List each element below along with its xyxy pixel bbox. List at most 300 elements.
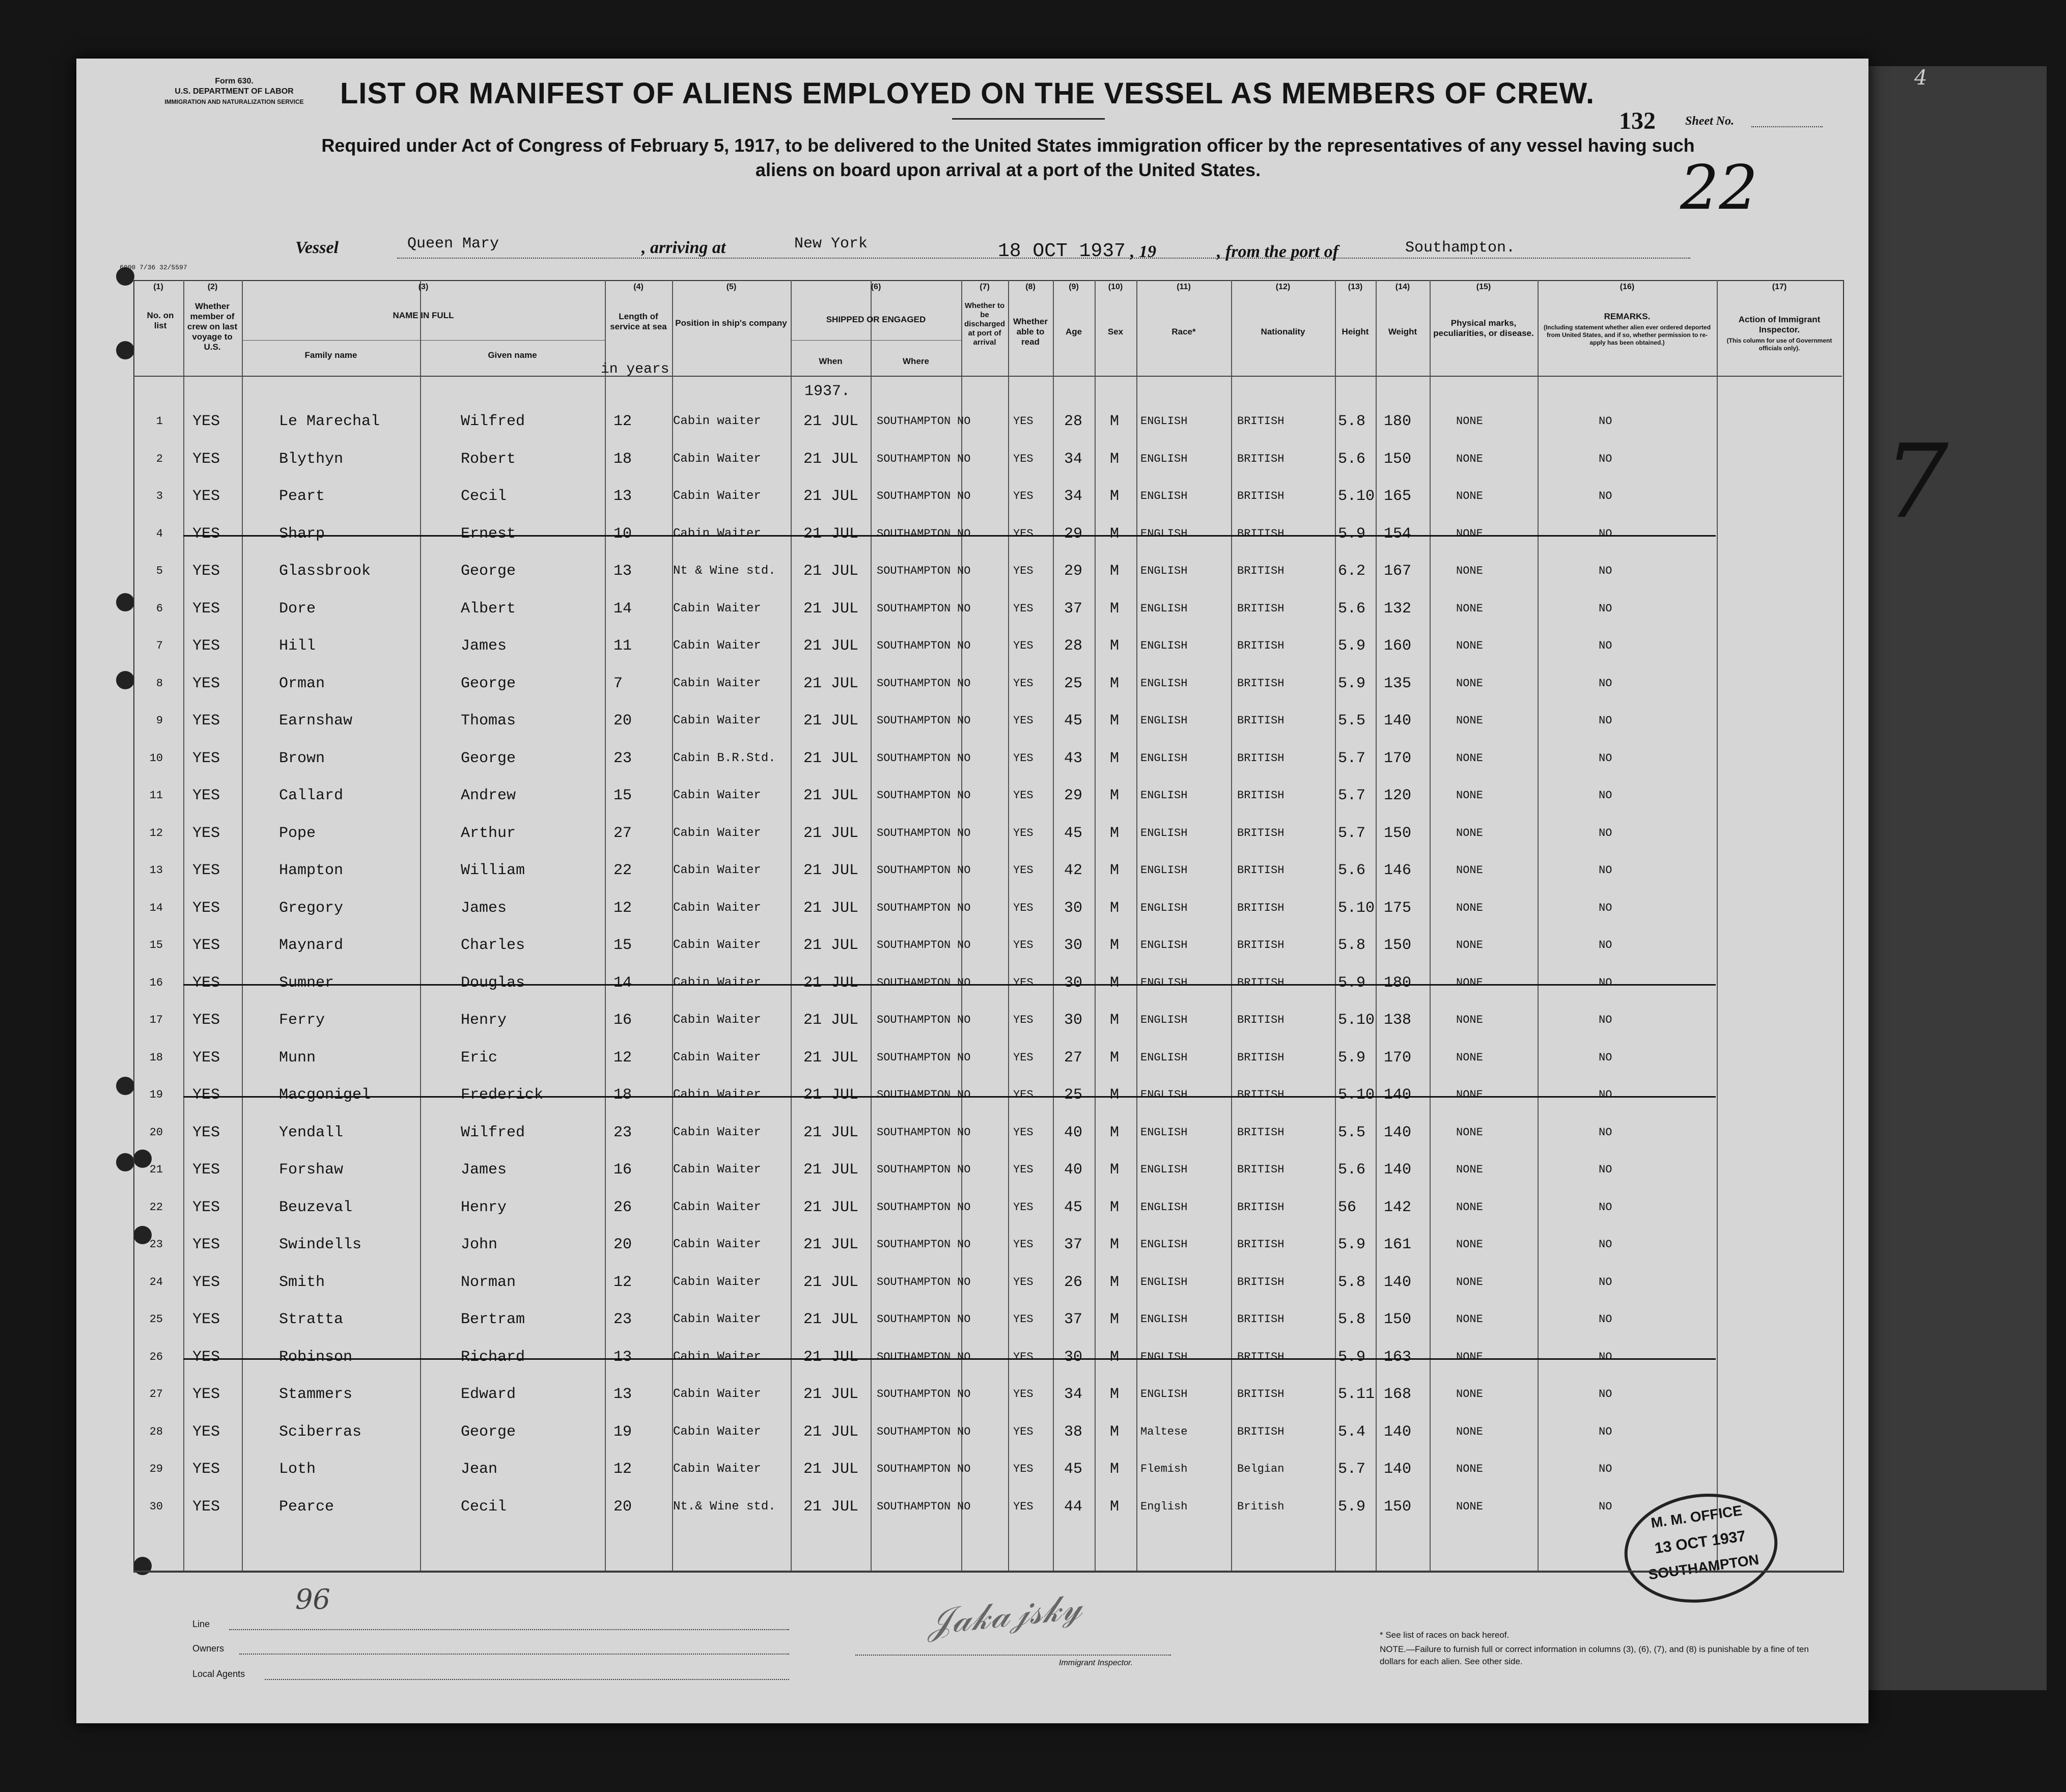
- position: Cabin Waiter: [673, 1163, 761, 1177]
- height: 5.10: [1338, 899, 1375, 917]
- member-last-voyage: YES: [192, 1236, 220, 1253]
- row-number: 27: [149, 1388, 163, 1401]
- race: English: [1140, 1500, 1188, 1513]
- header-when: When: [819, 356, 843, 366]
- race: ENGLISH: [1140, 789, 1188, 802]
- member-last-voyage: YES: [192, 488, 220, 505]
- column-number: (12): [1275, 283, 1291, 291]
- position: Cabin Waiter: [673, 975, 761, 990]
- able-to-read: YES: [1013, 527, 1034, 540]
- height: 5.8: [1338, 1311, 1366, 1328]
- nationality: BRITISH: [1237, 490, 1285, 502]
- remarks: NO: [1599, 1500, 1612, 1513]
- physical-marks: NONE: [1456, 1500, 1483, 1513]
- age: 28: [1064, 413, 1083, 430]
- row-number: 21: [149, 1163, 163, 1176]
- given-name: Norman: [461, 1273, 516, 1291]
- given-name: James: [461, 637, 507, 655]
- weight: 120: [1384, 787, 1412, 804]
- from-port-label: , from the port of: [1217, 242, 1338, 261]
- given-name: Charles: [461, 937, 525, 954]
- discharged: NO: [957, 1388, 971, 1401]
- weight: 167: [1384, 563, 1412, 580]
- header-action-note: (This column for use of Government officials only).: [1726, 337, 1832, 352]
- column-rule: [1538, 280, 1539, 1571]
- weight: 170: [1384, 749, 1412, 767]
- member-last-voyage: YES: [192, 1012, 220, 1029]
- position: Cabin Waiter: [673, 452, 761, 466]
- column-number: (17): [1772, 283, 1787, 291]
- row-number: 4: [156, 527, 163, 540]
- age: 25: [1064, 1086, 1083, 1104]
- row-number: 28: [149, 1425, 163, 1438]
- height: 5.7: [1338, 824, 1366, 842]
- remarks: NO: [1599, 826, 1612, 839]
- given-name: Edward: [461, 1386, 516, 1403]
- family-name: Gregory: [279, 899, 344, 917]
- nationality: BRITISH: [1237, 1200, 1285, 1214]
- header-remarks: REMARKS.: [1604, 312, 1651, 321]
- discharged: NO: [957, 714, 971, 727]
- position: Cabin B.R.Std.: [673, 751, 776, 765]
- row-number: 7: [156, 639, 163, 652]
- race: ENGLISH: [1140, 864, 1188, 877]
- row-number: 14: [149, 901, 163, 914]
- column-number: (14): [1395, 283, 1410, 291]
- position: Cabin Waiter: [673, 1312, 761, 1326]
- age: 27: [1064, 1049, 1083, 1067]
- service-name: IMMIGRATION AND NATURALIZATION SERVICE: [164, 98, 304, 105]
- race: ENGLISH: [1140, 1200, 1188, 1214]
- position: Cabin Waiter: [673, 639, 761, 653]
- height: 5.9: [1338, 1049, 1366, 1067]
- able-to-read: YES: [1013, 1388, 1034, 1401]
- header-family-name: Family name: [304, 350, 357, 360]
- header-weight: Weight: [1388, 327, 1417, 337]
- sheet-dotted-line: [1751, 126, 1823, 127]
- subtitle-line-2: aliens on board upon arrival at a port of the United States.: [755, 159, 1261, 180]
- race: ENGLISH: [1140, 714, 1188, 727]
- service-years: 13: [613, 1386, 632, 1403]
- shipped-subheader-rule: [791, 340, 961, 341]
- remarks: NO: [1599, 1275, 1612, 1289]
- member-last-voyage: YES: [192, 974, 220, 992]
- discharged: NO: [957, 639, 971, 652]
- service-years: 12: [613, 1049, 632, 1067]
- weight: 140: [1384, 1273, 1412, 1291]
- service-years: 19: [613, 1423, 632, 1441]
- weight: 150: [1384, 450, 1412, 468]
- position: Cabin Waiter: [673, 1013, 761, 1027]
- discharged: NO: [957, 826, 971, 839]
- race: ENGLISH: [1140, 1388, 1188, 1401]
- column-number: (3): [418, 283, 429, 291]
- race: ENGLISH: [1140, 901, 1188, 914]
- family-name: Pearce: [279, 1498, 334, 1516]
- sex: M: [1110, 1012, 1120, 1029]
- shipped-when: 21 JUL: [803, 525, 859, 543]
- member-last-voyage: YES: [192, 1049, 220, 1067]
- nationality: BRITISH: [1237, 1275, 1285, 1289]
- handwritten-margin-mark: 7: [1884, 423, 1949, 541]
- binder-hole: [116, 1077, 134, 1095]
- remarks: NO: [1599, 714, 1612, 727]
- race: ENGLISH: [1140, 826, 1188, 839]
- member-last-voyage: YES: [192, 1498, 220, 1516]
- weight: 140: [1384, 1423, 1412, 1441]
- service-years: 18: [613, 450, 632, 468]
- position: Cabin Waiter: [673, 938, 761, 952]
- remarks: NO: [1599, 1238, 1612, 1251]
- able-to-read: YES: [1013, 490, 1034, 502]
- discharged: NO: [957, 602, 971, 615]
- remarks: NO: [1599, 864, 1612, 877]
- sex: M: [1110, 1086, 1120, 1104]
- row-number: 26: [149, 1350, 163, 1363]
- position: Nt & Wine std.: [673, 564, 776, 578]
- position: Cabin Waiter: [673, 1238, 761, 1251]
- nationality: BRITISH: [1237, 1014, 1285, 1026]
- weight: 180: [1384, 974, 1412, 992]
- discharged: NO: [957, 789, 971, 802]
- row-number: 5: [156, 565, 163, 577]
- weight: 170: [1384, 1049, 1412, 1067]
- form-header: [143, 76, 326, 107]
- age: 30: [1064, 1348, 1083, 1366]
- shipped-when: 21 JUL: [803, 1236, 859, 1253]
- race: ENGLISH: [1140, 1051, 1188, 1064]
- family-name: Stammers: [279, 1386, 353, 1403]
- sex: M: [1110, 450, 1120, 468]
- column-number: (15): [1476, 283, 1491, 291]
- shipped-where: SOUTHAMPTON: [877, 1126, 951, 1139]
- race: Maltese: [1140, 1425, 1188, 1438]
- sex: M: [1110, 824, 1120, 842]
- sex: M: [1110, 1198, 1120, 1216]
- given-name: Wilfred: [461, 1124, 525, 1141]
- age: 30: [1064, 937, 1083, 954]
- member-last-voyage: YES: [192, 1423, 220, 1441]
- shipped-where: SOUTHAMPTON: [877, 415, 951, 428]
- height: 5.7: [1338, 787, 1366, 804]
- sex: M: [1110, 413, 1120, 430]
- family-name: Sciberras: [279, 1423, 362, 1441]
- remarks: NO: [1599, 1014, 1612, 1026]
- row-number: 10: [149, 751, 163, 765]
- remarks: NO: [1599, 976, 1612, 989]
- given-name: Thomas: [461, 712, 516, 730]
- family-name: Swindells: [279, 1236, 362, 1253]
- sex: M: [1110, 488, 1120, 505]
- service-years: 18: [613, 1086, 632, 1104]
- race: ENGLISH: [1140, 1126, 1188, 1139]
- given-name: Cecil: [461, 488, 507, 505]
- position: Cabin Waiter: [673, 1050, 761, 1065]
- discharged: NO: [957, 1051, 971, 1064]
- column-rule: [1095, 280, 1096, 1571]
- able-to-read: YES: [1013, 1126, 1034, 1139]
- member-last-voyage: YES: [192, 937, 220, 954]
- subtitle-line-1: Required under Act of Congress of February 5, 1917, to be delivered to the United States immigration officer by the representatives of any vessel having such: [321, 135, 1695, 156]
- member-last-voyage: YES: [192, 824, 220, 842]
- member-last-voyage: YES: [192, 1086, 220, 1104]
- weight: 150: [1384, 1311, 1412, 1328]
- age: 42: [1064, 862, 1083, 879]
- discharged: NO: [957, 864, 971, 877]
- able-to-read: YES: [1013, 1275, 1034, 1289]
- age: 29: [1064, 563, 1083, 580]
- able-to-read: YES: [1013, 452, 1034, 465]
- physical-marks: NONE: [1456, 415, 1483, 428]
- binder-hole: [116, 341, 134, 359]
- header-race: Race*: [1171, 327, 1196, 337]
- member-last-voyage: YES: [192, 712, 220, 730]
- nationality: BRITISH: [1237, 1425, 1285, 1438]
- binder-hole: [116, 1153, 134, 1171]
- discharged: NO: [957, 751, 971, 765]
- nationality: BRITISH: [1237, 639, 1285, 652]
- member-last-voyage: YES: [192, 787, 220, 804]
- document-title: LIST OR MANIFEST OF ALIENS EMPLOYED ON THE VESSEL AS MEMBERS OF CREW.: [340, 77, 1595, 110]
- sex: M: [1110, 1236, 1120, 1253]
- position: Cabin Waiter: [673, 676, 761, 690]
- shipped-where: SOUTHAMPTON: [877, 789, 951, 802]
- service-years: 13: [613, 1348, 632, 1366]
- sex: M: [1110, 1498, 1120, 1516]
- column-rule: [672, 280, 673, 1571]
- weight: 175: [1384, 899, 1412, 917]
- given-name: Wilfred: [461, 413, 525, 430]
- column-number: (2): [207, 283, 218, 291]
- service-years: 15: [613, 937, 632, 954]
- weight: 140: [1384, 1461, 1412, 1478]
- footer-agents-dotted: [265, 1679, 789, 1680]
- weight: 161: [1384, 1236, 1412, 1253]
- member-last-voyage: YES: [192, 1348, 220, 1366]
- age: 40: [1064, 1124, 1083, 1141]
- position: Cabin Waiter: [673, 863, 761, 877]
- position: Cabin Waiter: [673, 1387, 761, 1401]
- service-years: 7: [613, 675, 623, 692]
- shipped-where: SOUTHAMPTON: [877, 714, 951, 727]
- height: 5.7: [1338, 749, 1366, 767]
- nationality: BRITISH: [1237, 602, 1285, 615]
- header-able-read: Whether able to read: [1013, 317, 1048, 347]
- shipped-when: 21 JUL: [803, 787, 859, 804]
- row-number: 9: [156, 714, 163, 727]
- column-rule: [242, 280, 243, 1571]
- row-number: 24: [149, 1275, 163, 1289]
- column-rule: [1008, 280, 1009, 1571]
- family-name: Macgonigel: [279, 1086, 371, 1104]
- race: ENGLISH: [1140, 490, 1188, 502]
- given-name: George: [461, 749, 516, 767]
- sheet-label: Sheet No.: [1685, 115, 1734, 128]
- given-name: James: [461, 899, 507, 917]
- family-name: Ferry: [279, 1012, 325, 1029]
- family-name: Robinson: [279, 1348, 353, 1366]
- binder-hole: [116, 593, 134, 611]
- able-to-read: YES: [1013, 1313, 1034, 1326]
- column-rule: [1231, 280, 1232, 1571]
- year-label: , 19: [1130, 242, 1156, 261]
- age: 34: [1064, 488, 1083, 505]
- shipped-where: SOUTHAMPTON: [877, 1014, 951, 1026]
- physical-marks: NONE: [1456, 1388, 1483, 1401]
- discharged: NO: [957, 1126, 971, 1139]
- sex: M: [1110, 637, 1120, 655]
- physical-marks: NONE: [1456, 901, 1483, 914]
- physical-marks: NONE: [1456, 677, 1483, 690]
- shipped-where: SOUTHAMPTON: [877, 751, 951, 765]
- discharged: NO: [957, 415, 971, 428]
- remarks: NO: [1599, 1388, 1612, 1401]
- column-number: (8): [1025, 283, 1036, 291]
- shipped-when: 21 JUL: [803, 1012, 859, 1029]
- nationality: BRITISH: [1237, 1088, 1285, 1101]
- service-years: 23: [613, 749, 632, 767]
- sex: M: [1110, 862, 1120, 879]
- row-number: 6: [156, 602, 163, 615]
- physical-marks: NONE: [1456, 864, 1483, 877]
- discharged: NO: [957, 1350, 971, 1363]
- shipped-when: 21 JUL: [803, 1348, 859, 1366]
- physical-marks: NONE: [1456, 602, 1483, 615]
- position: Cabin Waiter: [673, 1088, 761, 1102]
- arrival-date: 18 OCT 1937: [998, 240, 1126, 262]
- position: Cabin Waiter: [673, 1200, 761, 1214]
- shipped-when: 21 JUL: [803, 600, 859, 618]
- shipped-when: 21 JUL: [803, 937, 859, 954]
- row-number: 16: [149, 976, 163, 989]
- given-name: George: [461, 675, 516, 692]
- physical-marks: NONE: [1456, 565, 1483, 577]
- service-years: 27: [613, 824, 632, 842]
- age: 30: [1064, 899, 1083, 917]
- family-name: Callard: [279, 787, 344, 804]
- member-last-voyage: YES: [192, 1311, 220, 1328]
- able-to-read: YES: [1013, 1088, 1034, 1101]
- nationality: BRITISH: [1237, 939, 1285, 951]
- age: 45: [1064, 712, 1083, 730]
- able-to-read: YES: [1013, 1425, 1034, 1438]
- race: ENGLISH: [1140, 1014, 1188, 1026]
- shipped-when: 21 JUL: [803, 1049, 859, 1067]
- able-to-read: YES: [1013, 1200, 1034, 1214]
- column-rule: [420, 280, 421, 1571]
- family-name: Brown: [279, 749, 325, 767]
- family-name: Yendall: [279, 1124, 344, 1141]
- race: ENGLISH: [1140, 677, 1188, 690]
- shipped-where: SOUTHAMPTON: [877, 1238, 951, 1251]
- shipped-when: 21 JUL: [803, 1198, 859, 1216]
- remarks: NO: [1599, 1463, 1612, 1475]
- footer-line-label: Line: [192, 1619, 210, 1629]
- race: ENGLISH: [1140, 415, 1188, 428]
- column-number: (1): [153, 283, 163, 291]
- service-years: 16: [613, 1012, 632, 1029]
- column-number: (4): [633, 283, 644, 291]
- able-to-read: YES: [1013, 415, 1034, 428]
- shipped-when: 21 JUL: [803, 1273, 859, 1291]
- height: 5.6: [1338, 1161, 1366, 1179]
- discharged: NO: [957, 901, 971, 914]
- height: 5.6: [1338, 600, 1366, 618]
- family-name: Forshaw: [279, 1161, 344, 1179]
- nationality: BRITISH: [1237, 826, 1285, 839]
- member-last-voyage: YES: [192, 1273, 220, 1291]
- header-length-service: Length of service at sea: [610, 312, 667, 331]
- remarks: NO: [1599, 1425, 1612, 1438]
- physical-marks: NONE: [1456, 1463, 1483, 1475]
- race: ENGLISH: [1140, 1313, 1188, 1326]
- able-to-read: YES: [1013, 1014, 1034, 1026]
- remarks: NO: [1599, 1313, 1612, 1326]
- vessel-name: Queen Mary: [407, 235, 499, 253]
- family-name: Earnshaw: [279, 712, 353, 730]
- family-name: Dore: [279, 600, 316, 618]
- family-name: Stratta: [279, 1311, 344, 1328]
- nationality: BRITISH: [1237, 714, 1285, 727]
- position: Cabin Waiter: [673, 1462, 761, 1476]
- given-name: George: [461, 563, 516, 580]
- race: ENGLISH: [1140, 639, 1188, 652]
- stamp-top-text: M. M. OFFICE: [1650, 1502, 1743, 1531]
- shipped-where: SOUTHAMPTON: [877, 1313, 951, 1326]
- age: 29: [1064, 525, 1083, 543]
- able-to-read: YES: [1013, 1238, 1034, 1251]
- shipped-when: 21 JUL: [803, 563, 859, 580]
- crew-table: [133, 280, 1844, 1573]
- service-years: 20: [613, 1498, 632, 1516]
- shipped-where: SOUTHAMPTON: [877, 639, 951, 652]
- print-code: 6000 7/36 32/5597: [120, 264, 187, 271]
- age: 45: [1064, 824, 1083, 842]
- service-years: 13: [613, 563, 632, 580]
- position: Cabin Waiter: [673, 789, 761, 802]
- given-name: Robert: [461, 450, 516, 468]
- column-number: (11): [1177, 283, 1191, 291]
- service-years: 12: [613, 1461, 632, 1478]
- race: Flemish: [1140, 1463, 1188, 1475]
- header-sex: Sex: [1107, 327, 1124, 337]
- inspector-label: Immigrant Inspector.: [1059, 1659, 1133, 1667]
- family-name: Orman: [279, 675, 325, 692]
- family-name: Sumner: [279, 974, 334, 992]
- given-name: Douglas: [461, 974, 525, 992]
- member-last-voyage: YES: [192, 637, 220, 655]
- column-rule: [1430, 280, 1431, 1571]
- header-height: Height: [1342, 327, 1369, 337]
- weight: 168: [1384, 1386, 1412, 1403]
- able-to-read: YES: [1013, 565, 1034, 577]
- given-name: Albert: [461, 600, 516, 618]
- family-name: Glassbrook: [279, 563, 371, 580]
- discharged: NO: [957, 1500, 971, 1513]
- stamp-date: 13 OCT 1937: [1653, 1527, 1747, 1557]
- sex: M: [1110, 563, 1120, 580]
- header-position: Position in ship's company: [675, 318, 787, 328]
- position: Cabin Waiter: [673, 826, 761, 840]
- nationality: BRITISH: [1237, 1388, 1285, 1401]
- given-name: Henry: [461, 1012, 507, 1029]
- height: 5.10: [1338, 488, 1375, 505]
- able-to-read: YES: [1013, 639, 1034, 652]
- age: 37: [1064, 600, 1083, 618]
- physical-marks: NONE: [1456, 826, 1483, 839]
- service-years: 23: [613, 1311, 632, 1328]
- column-rule: [1717, 280, 1718, 1571]
